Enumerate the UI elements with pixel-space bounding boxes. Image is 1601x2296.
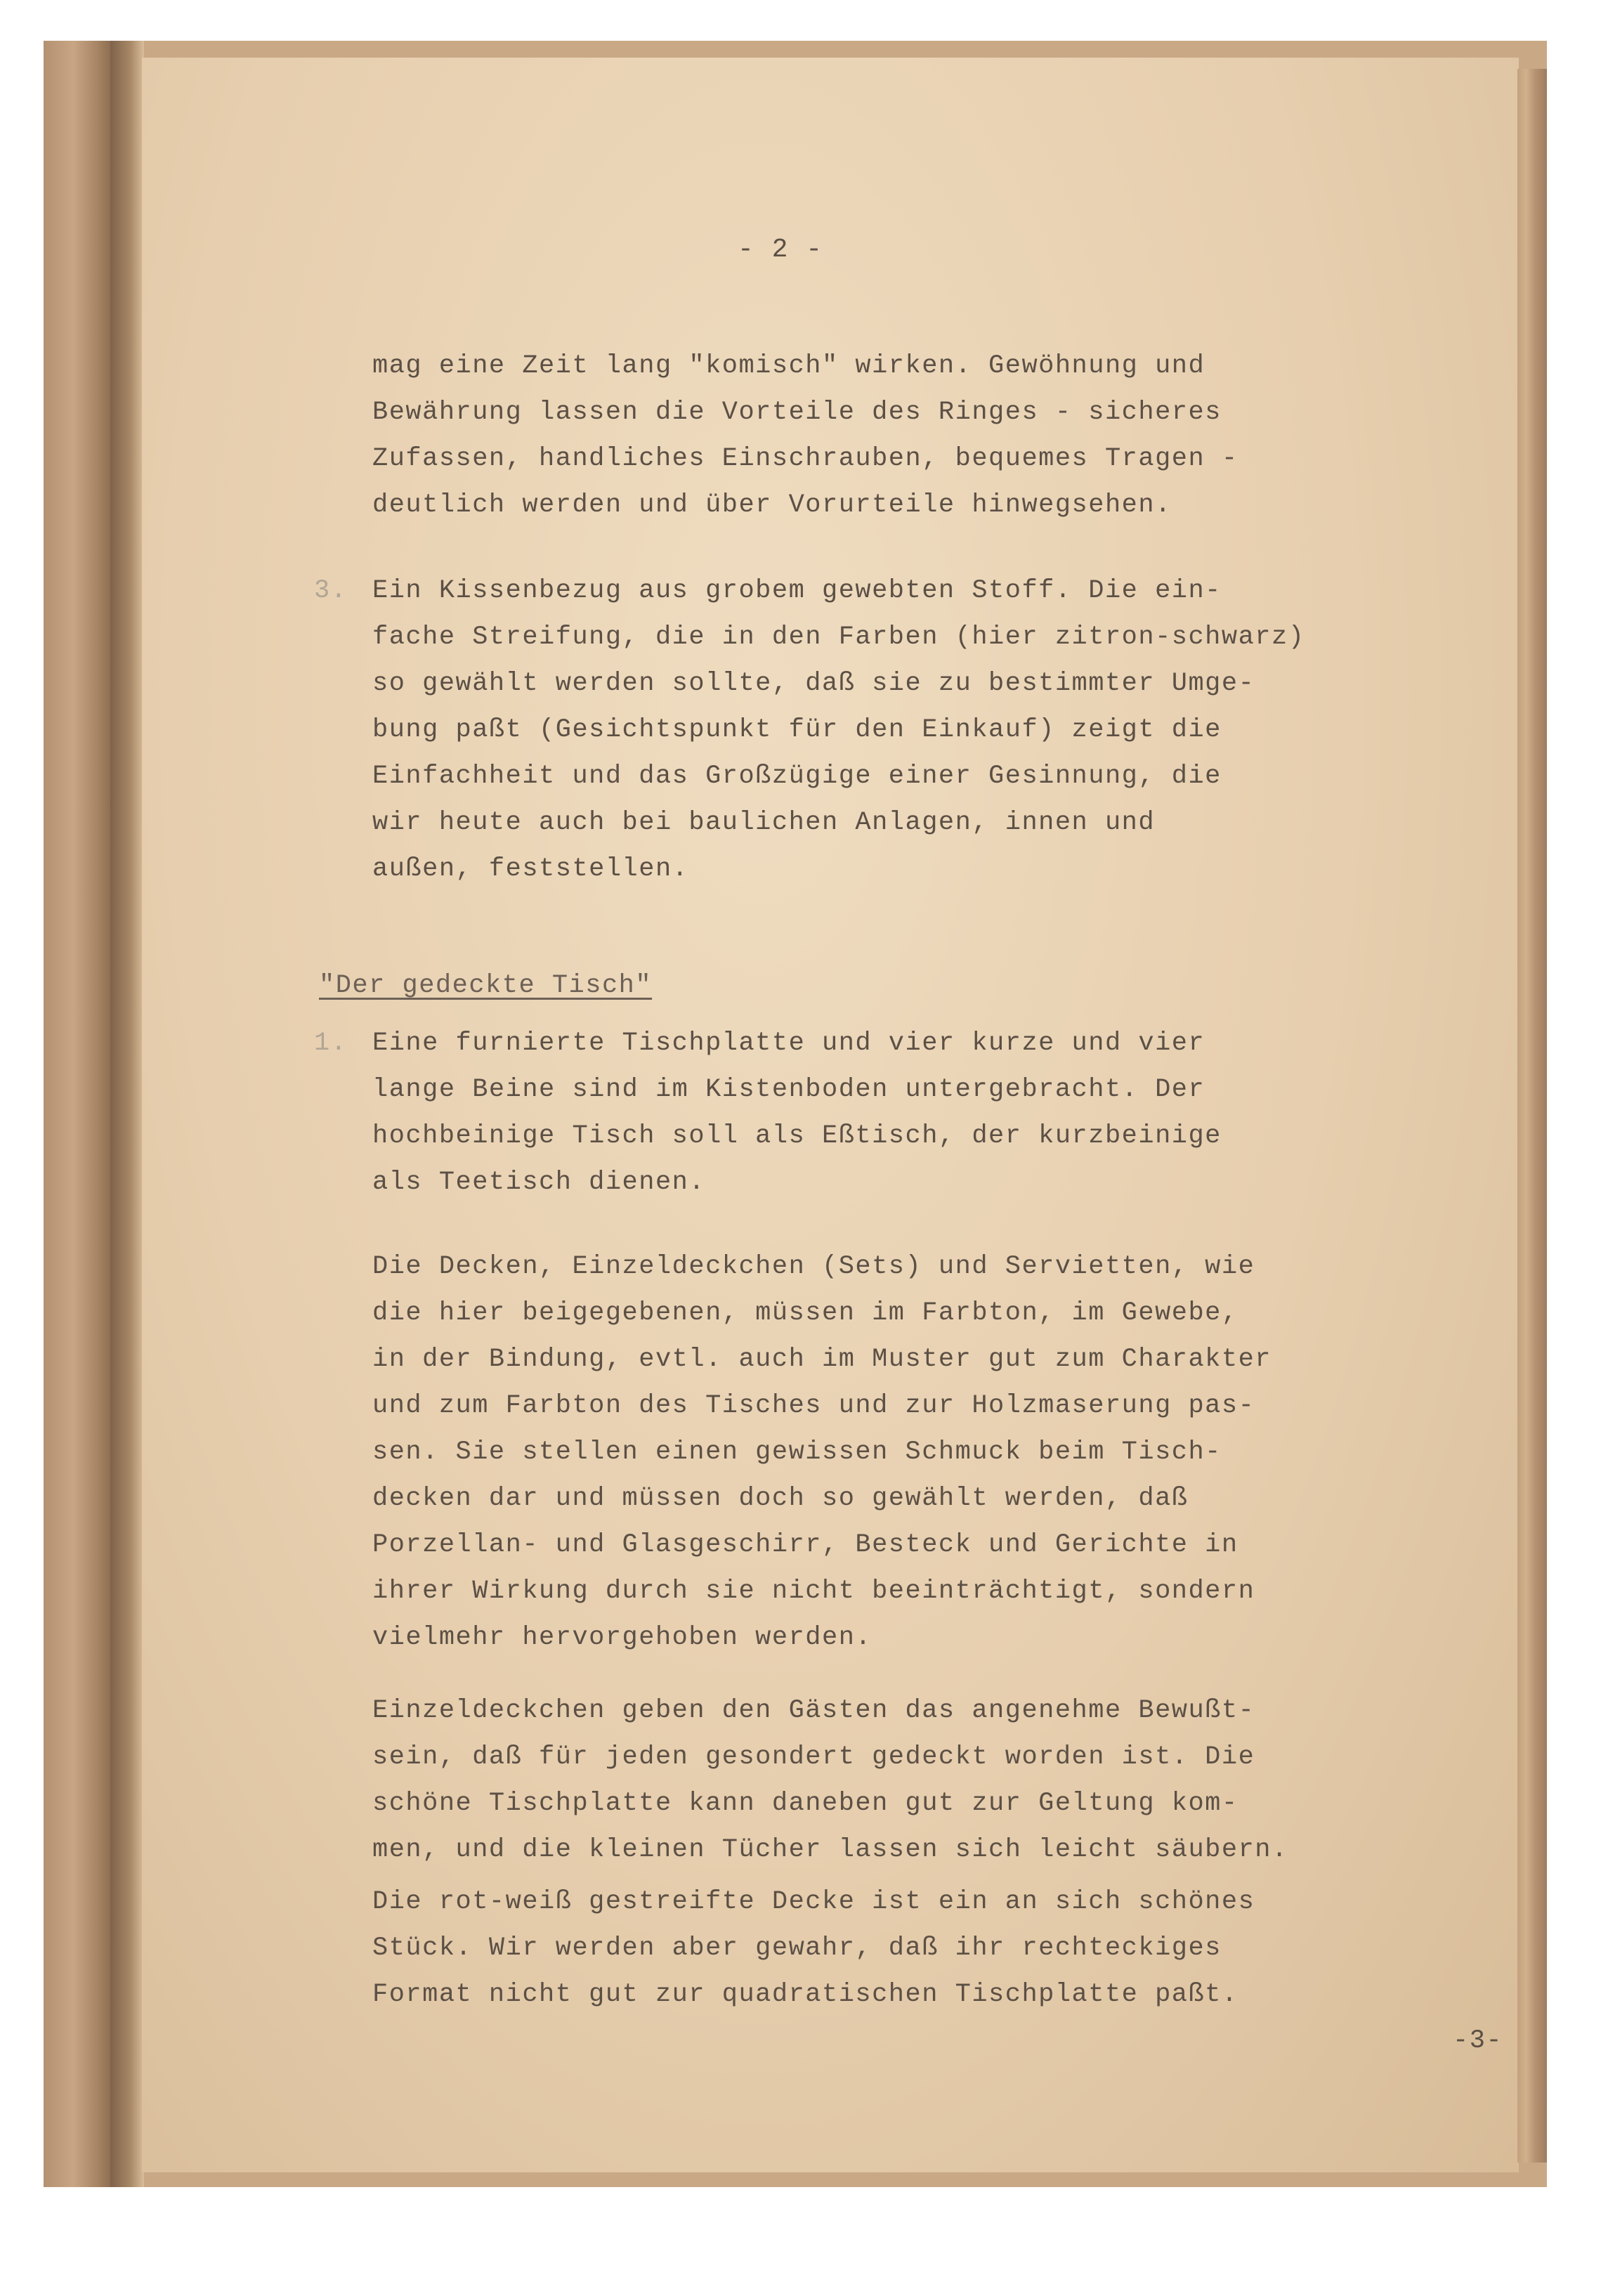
text-line: Ein Kissenbezug aus grobem gewebten Stoff. Die ein- xyxy=(372,576,1222,606)
document-photo xyxy=(44,41,1547,2187)
next-page-marker: -3- xyxy=(1453,2026,1503,2056)
text-line: die hier beigegebenen, müssen im Farbton, im Gewebe, xyxy=(372,1298,1239,1328)
text-line: hochbeinige Tisch soll als Eßtisch, der kurzbeinige xyxy=(372,1121,1222,1151)
text-line: decken dar und müssen doch so gewählt werden, daß xyxy=(372,1484,1189,1513)
text-line: Eine furnierte Tischplatte und vier kurze und vier xyxy=(372,1029,1205,1058)
text-line: vielmehr hervorgehoben werden. xyxy=(372,1623,873,1652)
text-line: Die Decken, Einzeldeckchen (Sets) und Servietten, wie xyxy=(372,1252,1255,1281)
text-line: Die rot-weiß gestreifte Decke ist ein an sich schönes xyxy=(372,1887,1255,1917)
page-text xyxy=(142,58,1519,2172)
text-line: Einfachheit und das Großzügige einer Gesinnung, die xyxy=(372,762,1222,791)
text-line: deutlich werden und über Vorurteile hinwegsehen. xyxy=(372,490,1172,520)
item-number: 1. xyxy=(314,1029,348,1058)
text-line: und zum Farbton des Tisches und zur Holzmaserung pas- xyxy=(372,1391,1255,1421)
text-line: Format nicht gut zur quadratischen Tischplatte paßt. xyxy=(372,1980,1239,2009)
typewritten-page xyxy=(142,58,1519,2172)
text-line: wir heute auch bei baulichen Anlagen, innen und xyxy=(372,808,1156,837)
text-line: Einzeldeckchen geben den Gästen das angenehme Bewußt- xyxy=(372,1696,1255,1726)
text-line: sein, daß für jeden gesondert gedeckt worden ist. Die xyxy=(372,1742,1255,1772)
text-line: lange Beine sind im Kistenboden untergebracht. Der xyxy=(372,1075,1205,1104)
text-line: außen, feststellen. xyxy=(372,854,689,884)
text-line: bung paßt (Gesichtspunkt für den Einkauf) zeigt die xyxy=(372,715,1222,745)
text-line: ihrer Wirkung durch sie nicht beeinträchtigt, sondern xyxy=(372,1577,1255,1606)
text-line: fache Streifung, die in den Farben (hier zitron-schwarz) xyxy=(372,622,1305,652)
text-line: mag eine Zeit lang "komisch" wirken. Gewöhnung und xyxy=(372,351,1205,381)
text-line: sen. Sie stellen einen gewissen Schmuck beim Tisch- xyxy=(372,1437,1222,1467)
book-gutter xyxy=(110,41,144,2187)
text-line: Porzellan- und Glasgeschirr, Besteck und Gerichte in xyxy=(372,1530,1239,1560)
item-number: 3. xyxy=(314,576,348,606)
page-number: - 2 - xyxy=(738,235,823,265)
text-line: Bewährung lassen die Vorteile des Ringes - sicheres xyxy=(372,398,1222,427)
left-page-edge xyxy=(44,41,110,2187)
text-line: Zufassen, handliches Einschrauben, bequemes Tragen - xyxy=(372,444,1239,474)
text-line: Stück. Wir werden aber gewahr, daß ihr rechteckiges xyxy=(372,1933,1222,1963)
text-line: in der Bindung, evtl. auch im Muster gut zum Charakter xyxy=(372,1345,1272,1374)
text-line: so gewählt werden sollte, daß sie zu bestimmter Umge- xyxy=(372,669,1255,698)
text-line: als Teetisch dienen. xyxy=(372,1168,706,1197)
text-line: schöne Tischplatte kann daneben gut zur Geltung kom- xyxy=(372,1789,1239,1818)
text-line: men, und die kleinen Tücher lassen sich leicht säubern. xyxy=(372,1835,1288,1865)
right-page-stack-edge xyxy=(1517,69,1547,2163)
section-heading: "Der gedeckte Tisch" xyxy=(319,971,653,1000)
